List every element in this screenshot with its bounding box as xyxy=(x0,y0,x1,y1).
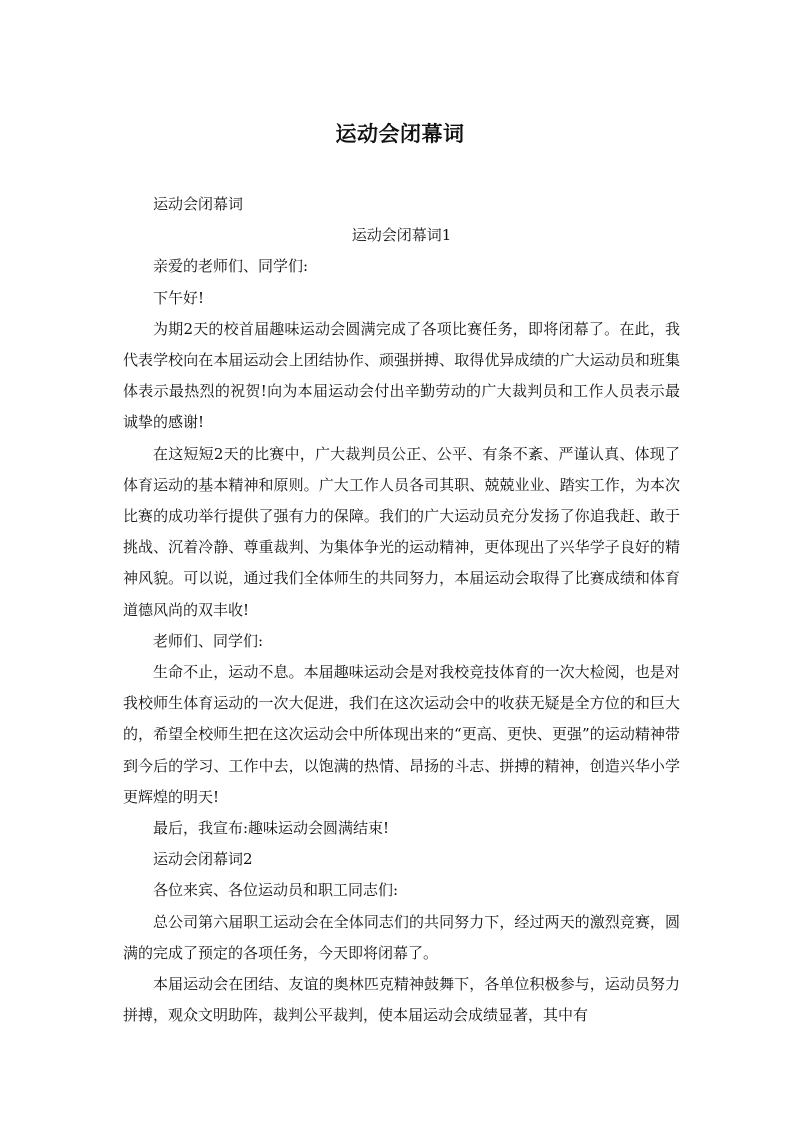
speech-2-heading: 运动会闭幕词2 xyxy=(153,850,253,869)
body-paragraph: 为期2天的校首届趣味运动会圆满完成了各项比赛任务，即将闭幕了。在此，我代表学校向在本届运动会上团结协作、顽强拼搏、取得优异成绩的广大运动员和班集体表示最热烈的祝贺!向为本届运动会付出辛勤劳动的广大裁判员和工作人员表示最诚挚的感谢! xyxy=(123,319,680,432)
greeting: 下午好! xyxy=(153,288,205,307)
salutation: 各位来宾、各位运动员和职工同志们: xyxy=(153,881,399,900)
speech-1-heading: 运动会闭幕词1 xyxy=(351,226,452,245)
document-body xyxy=(123,189,680,1031)
document-title: 运动会闭幕词 xyxy=(335,122,465,146)
body-paragraph: 本届运动会在团结、友谊的奥林匹克精神鼓舞下，各单位积极参与，运动员努力拼搏，观众文明助阵，裁判公平裁判，使本届运动会成绩显著，其中有 xyxy=(123,975,680,1025)
intro-heading: 运动会闭幕词 xyxy=(153,195,244,213)
closing-declaration: 最后，我宣布:趣味运动会圆满结束! xyxy=(153,819,390,838)
salutation: 老师们、同学们: xyxy=(153,631,264,650)
salutation: 亲爱的老师们、同学们: xyxy=(153,257,309,276)
body-paragraph: 在这短短2天的比赛中，广大裁判员公正、公平、有条不紊、严谨认真、体现了体育运动的基本精神和原则。广大工作人员各司其职、兢兢业业、踏实工作，为本次比赛的成功举行提供了强有力的保障。我们的广大运动员充分发扬了你追我赶、敢于挑战、沉着冷静、尊重裁判、为集体争光的运动精神，更体现出了兴华学子良好的精神风貌。可以说，通过我们全体师生的共同努力，本届运动会取得了比赛成绩和体育道德风尚的双丰收! xyxy=(123,444,680,619)
body-paragraph: 生命不止，运动不息。本届趣味运动会是对我校竞技体育的一次大检阅，也是对我校师生体育运动的一次大促进，我们在这次运动会中的收获无疑是全方位的和巨大的，希望全校师生把在这次运动会中所体现出来的“更高、更快、更强”的运动精神带到今后的学习、工作中去，以饱满的热情、昂扬的斗志、拼搏的精神，创造兴华小学更辉煌的明天! xyxy=(123,663,680,806)
body-paragraph: 总公司第六届职工运动会在全体同志们的共同努力下，经过两天的激烈竞赛，圆满的完成了预定的各项任务，今天即将闭幕了。 xyxy=(123,912,680,962)
